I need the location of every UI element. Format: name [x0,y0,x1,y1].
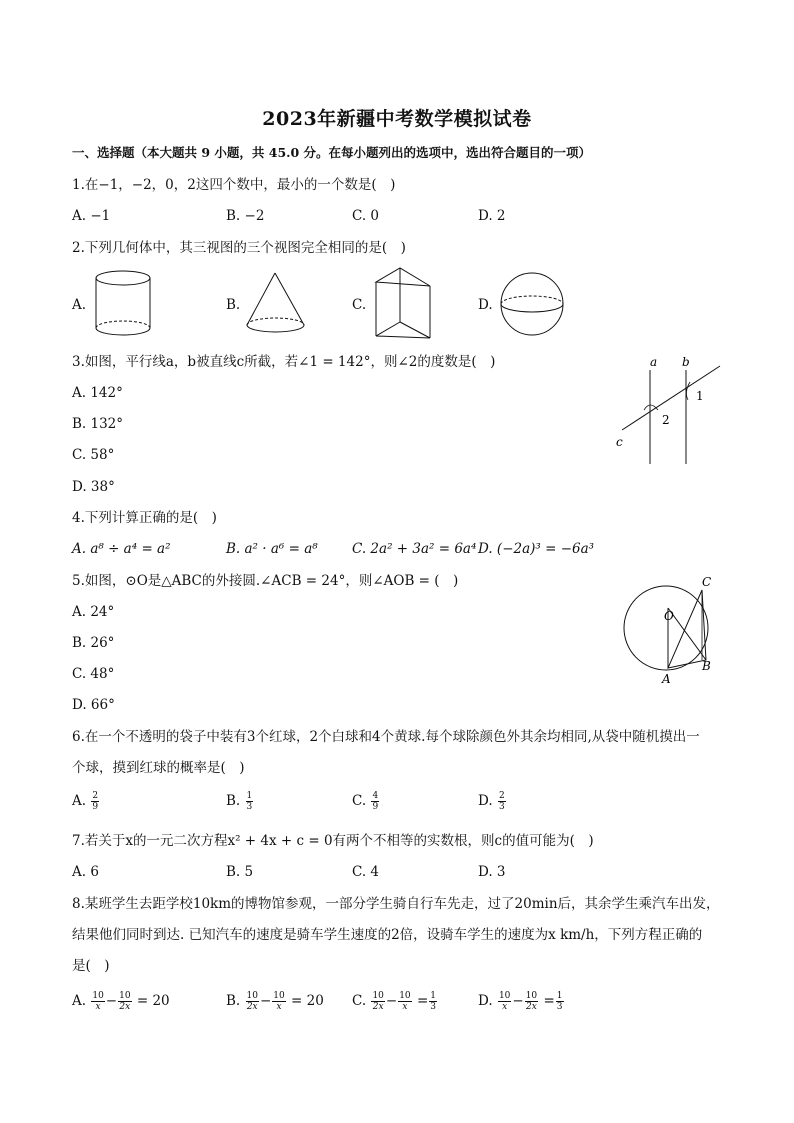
q7-option-a: A. 6 [72,864,99,880]
q3-option-d: D. 38° [72,479,115,495]
q3-option-b: B. 132° [72,416,124,432]
question-4-stem: 4.下列计算正确的是( ) [72,510,217,526]
q6-option-c: C. $\frac{4}{9}$ [352,791,379,812]
section-heading: 一、选择题（本大题共 9 小题，共 45.0 分。在每小题列出的选项中，选出符合题目的一项） [72,145,592,160]
cone-figure [244,270,308,336]
question-8-stem-line1: 8.某班学生去距学校10km的博物馆参观，一部分学生骑自行车先走，过了20min后，其余学生乘汽车出发， [72,896,720,912]
fraction: $\frac{2}{9}$ [92,791,99,812]
question-7-stem: 7.若关于x的一元二次方程x² + 4x + c = 0有两个不相等的实数根，则c的值可能为( ) [72,833,594,849]
q4-option-d: D. (−2a)³ = −6a³ [478,541,595,557]
prism-figure [372,266,436,342]
question-5-stem: 5.如图，⊙O是△ABC的外接圆.∠ACB = 24°，则∠AOB = ( ) [72,573,459,589]
page-title: 2023年新疆中考数学模拟试卷 [262,108,532,130]
sphere-figure [498,270,568,338]
label-A: A [662,672,671,686]
question-3-stem: 3.如图，平行线a，b被直线c所截，若∠1 = 142°，则∠2的度数是( ) [72,354,496,370]
q1-option-c: C. 0 [352,208,380,224]
question-6-stem-line2: 个球，摸到红球的概率是( ) [72,760,245,776]
q8-option-c: C. $\frac{10}{2x}$ − $\frac{10}{x}$ = $\frac{1}{3}$ [352,991,436,1012]
q1-option-a: A. −1 [72,208,111,224]
q5-option-d: D. 66° [72,697,115,713]
q2-option-c: C. [352,297,367,313]
circle-figure [622,572,726,688]
q4-option-a: A. a⁸ ÷ a⁴ = a² [72,541,171,557]
q2-option-d: D. [478,297,493,313]
q5-option-a: A. 24° [72,604,115,620]
q5-option-b: B. 26° [72,635,115,651]
q6-option-a: A. $\frac{2}{9}$ [72,791,99,812]
q1-option-b: B. −2 [226,208,265,224]
fraction: $\frac{4}{9}$ [372,791,379,812]
q2-option-b: B. [226,297,241,313]
line-c [622,366,720,430]
label-angle-2: 2 [662,413,670,427]
label-C: C [702,575,712,589]
q6-option-b: B. $\frac{1}{3}$ [226,791,253,812]
question-8-stem-line2: 结果他们同时到达. 已知汽车的速度是骑车学生速度的2倍，设骑车学生的速度为x km/h，下列方程正确的 [72,927,703,943]
q7-option-b: B. 5 [226,864,254,880]
fraction: $\frac{1}{3}$ [246,791,253,812]
label-a: a [650,355,658,369]
q3-option-c: C. 58° [72,447,115,463]
q6-option-d: D. $\frac{2}{3}$ [478,791,505,812]
label-c: c [616,435,623,449]
q1-option-d: D. 2 [478,208,506,224]
label-O: O [664,609,674,623]
q8-option-d: D. $\frac{10}{x}$ − $\frac{10}{2x}$ = $\frac{1}{3}$ [478,991,563,1012]
q7-option-c: C. 4 [352,864,380,880]
q2-option-a: A. [72,297,87,313]
cylinder-figure [92,268,154,338]
q5-option-c: C. 48° [72,666,115,682]
q3-option-a: A. 142° [72,385,123,401]
parallel-lines-figure [612,352,724,468]
q7-option-d: D. 3 [478,864,506,880]
label-B: B [702,659,711,673]
q4-option-c: C. 2a² + 3a² = 6a⁴ [352,541,477,557]
question-2-stem: 2.下列几何体中，其三视图的三个视图完全相同的是( ) [72,240,406,256]
q8-option-b: B. $\frac{10}{2x}$ − $\frac{10}{x}$ = 20 [226,991,324,1012]
question-6-stem-line1: 6.在一个不透明的袋子中装有3个红球，2个白球和4个黄球.每个球除颜色外其余均相同,从袋中随机摸出一 [72,729,700,745]
q8-option-a: A. $\frac{10}{x}$ − $\frac{10}{2x}$ = 20 [72,991,170,1012]
label-angle-1: 1 [696,389,704,403]
question-8-stem-line3: 是( ) [72,958,110,974]
q4-option-b: B. a² · a⁶ = a⁸ [226,541,318,557]
question-1-stem: 1.在−1，−2，0，2这四个数中，最小的一个数是( ) [72,177,396,193]
label-b: b [682,355,690,369]
fraction: $\frac{2}{3}$ [498,791,505,812]
